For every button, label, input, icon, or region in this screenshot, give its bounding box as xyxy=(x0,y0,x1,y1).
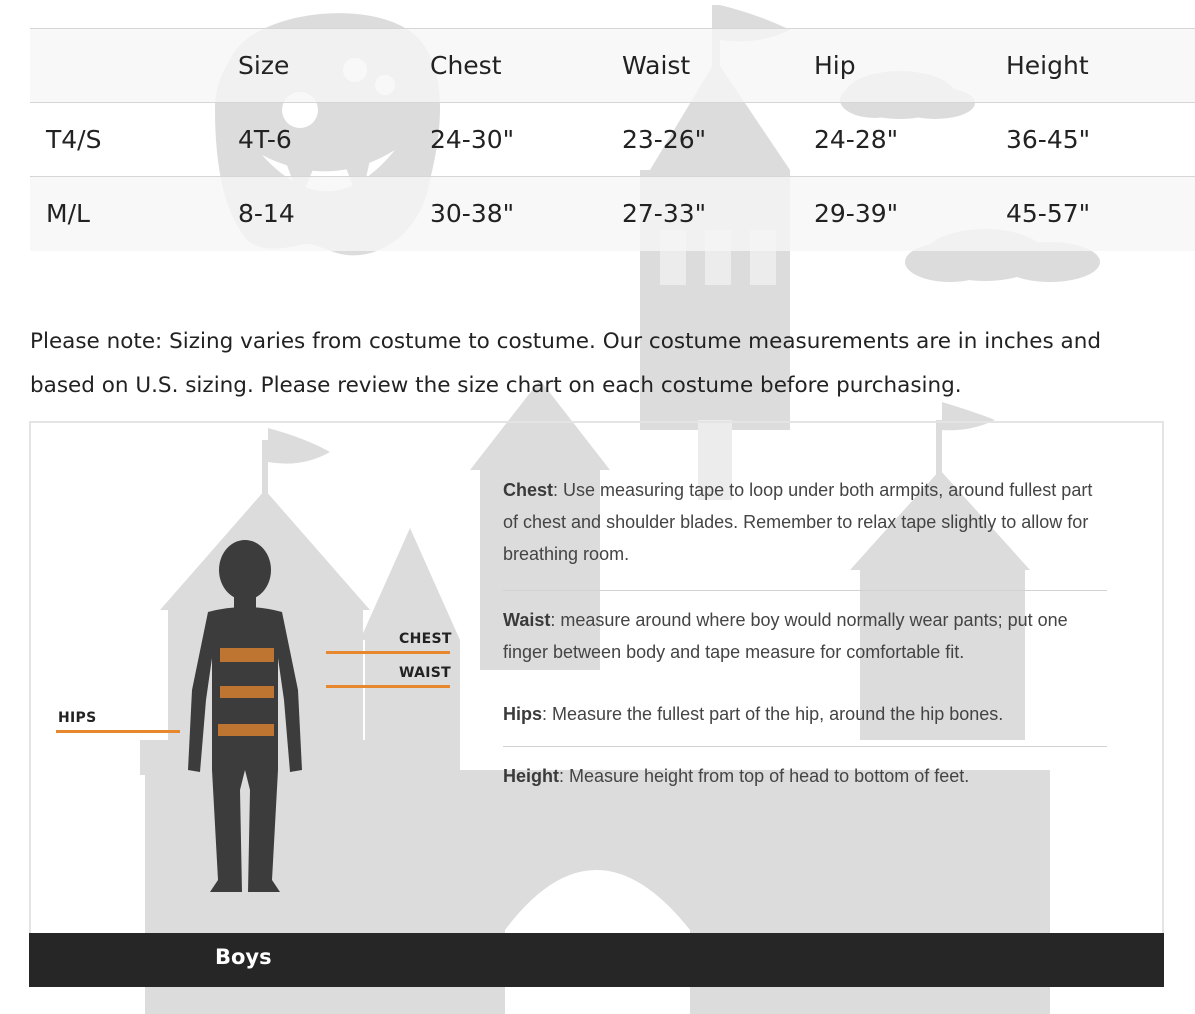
chest-tape-line xyxy=(326,651,450,654)
instruction-term: Height xyxy=(503,766,559,786)
height-instruction xyxy=(503,760,1111,792)
table-cell: 36-45" xyxy=(1006,103,1195,177)
table-cell: 8-14 xyxy=(238,177,430,251)
header-cell-waist: Waist xyxy=(622,29,814,103)
waist-instruction xyxy=(503,604,1111,668)
note-text: Sizing varies from costume to costume. Our costume measurements are in inches and based on U.S. sizing. Please review the size chart on each costume before purchasing. xyxy=(30,328,1101,398)
divider xyxy=(503,590,1107,591)
instruction-text: : Measure the fullest part of the hip, around the hip bones. xyxy=(542,704,1004,724)
header-cell-size: Size xyxy=(238,29,430,103)
boy-silhouette-icon xyxy=(160,540,330,900)
divider-spacer xyxy=(503,684,1107,685)
table-cell: 24-30" xyxy=(430,103,622,177)
sizing-note xyxy=(30,320,1170,408)
instruction-term: Waist xyxy=(503,610,551,630)
chest-instruction xyxy=(503,474,1111,570)
table-cell: M/L xyxy=(30,177,238,251)
table-cell: 23-26" xyxy=(622,103,814,177)
size-chart-table xyxy=(30,28,1195,251)
hips-instruction xyxy=(503,698,1111,730)
table-cell: 29-39" xyxy=(814,177,1006,251)
guide-footer-bar xyxy=(29,933,1164,987)
table-cell: T4/S xyxy=(30,103,238,177)
table-cell: 27-33" xyxy=(622,177,814,251)
table-row xyxy=(30,177,1195,251)
table-row xyxy=(30,103,1195,177)
divider xyxy=(503,746,1107,747)
table-cell: 45-57" xyxy=(1006,177,1195,251)
table-cell: 4T-6 xyxy=(238,103,430,177)
chest-label: CHEST xyxy=(399,631,452,647)
note-label: Please note: xyxy=(30,328,163,354)
instruction-text: : measure around where boy would normally wear pants; put one finger between body and tape measure for comfortable fit. xyxy=(503,610,1068,662)
instruction-text: : Use measuring tape to loop under both armpits, around fullest part of chest and shoulder blades. Remember to relax tape slightly to allow for breathing room. xyxy=(503,480,1093,564)
hips-label: HIPS xyxy=(58,710,97,726)
guide-footer-label: Boys xyxy=(215,945,272,969)
header-cell-blank xyxy=(30,29,238,103)
header-cell-hip: Hip xyxy=(814,29,1006,103)
measuring-instructions xyxy=(503,474,1111,792)
header-cell-chest: Chest xyxy=(430,29,622,103)
waist-tape-line xyxy=(326,685,450,688)
table-cell: 24-28" xyxy=(814,103,1006,177)
waist-label: WAIST xyxy=(399,665,451,681)
instruction-term: Hips xyxy=(503,704,543,724)
table-cell: 30-38" xyxy=(430,177,622,251)
header-cell-height: Height xyxy=(1006,29,1195,103)
instruction-text: : Measure height from top of head to bottom of feet. xyxy=(559,766,970,786)
table-header-row xyxy=(30,29,1195,103)
hips-tape-line xyxy=(56,730,180,733)
instruction-term: Chest xyxy=(503,480,554,500)
